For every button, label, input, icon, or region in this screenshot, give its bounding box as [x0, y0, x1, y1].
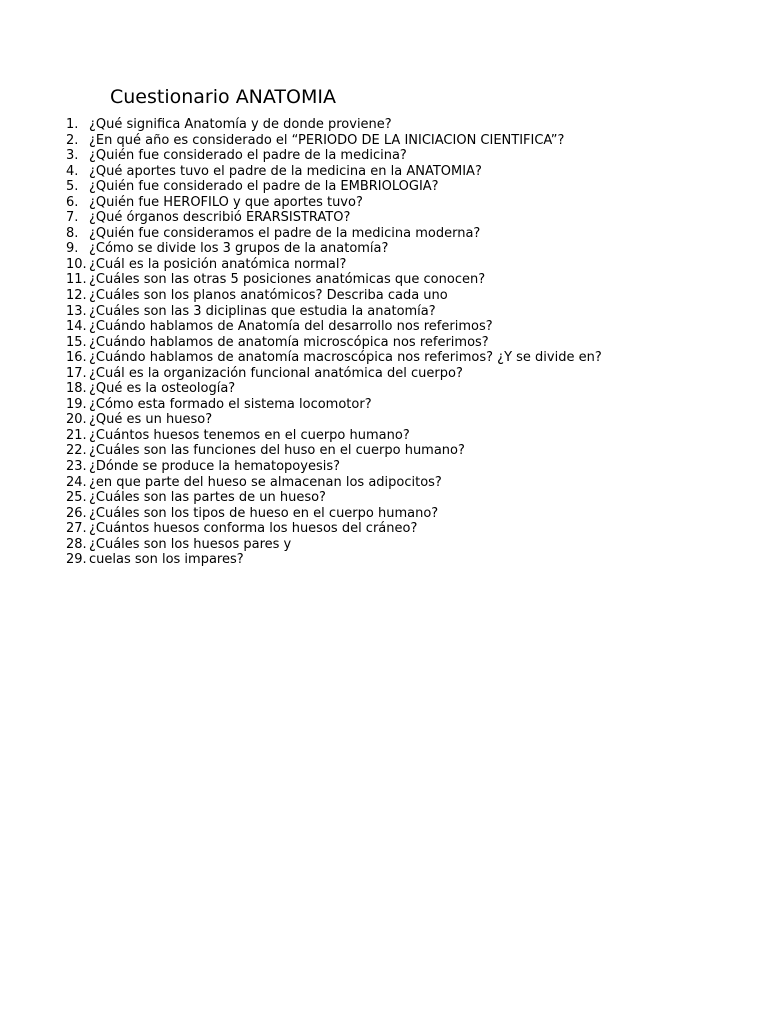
question-number: 28.: [66, 536, 87, 552]
question-number: 6.: [66, 194, 79, 210]
question-item: [66, 257, 602, 273]
question-item: [66, 226, 602, 242]
question-number: 25.: [66, 490, 87, 506]
question-item: [66, 412, 602, 428]
question-text: ¿Qué es un hueso?: [89, 412, 213, 428]
question-number: 10.: [66, 256, 87, 272]
question-text: ¿Qué órganos describió ERARSISTRATO?: [89, 210, 351, 226]
question-text: ¿Qué aportes tuvo el padre de la medicina en la ANATOMIA?: [89, 163, 482, 179]
question-text: ¿Cuáles son las 3 diciplinas que estudia la anatomía?: [89, 303, 436, 319]
question-number: 12.: [66, 288, 87, 304]
question-item: [66, 304, 602, 320]
question-text: ¿Cómo se divide los 3 grupos de la anatomía?: [89, 241, 389, 257]
question-item: [66, 552, 602, 568]
question-text: ¿Cuáles son los planos anatómicos? Describa cada uno: [89, 288, 448, 304]
question-item: [66, 459, 602, 475]
question-text: ¿Quién fue considerado el padre de la medicina?: [89, 148, 407, 164]
question-text: ¿Cuándo hablamos de anatomía microscópica nos referimos?: [89, 334, 489, 350]
question-text: ¿Dónde se produce la hematopoyesis?: [89, 459, 341, 475]
question-number: 14.: [66, 319, 87, 335]
question-item: [66, 335, 602, 351]
question-number: 19.: [66, 396, 87, 412]
question-number: 7.: [66, 210, 79, 226]
question-text: ¿Cuántos huesos conforma los huesos del cráneo?: [89, 521, 418, 537]
question-item: [66, 428, 602, 444]
question-item: [66, 210, 602, 226]
question-number: 5.: [66, 179, 79, 195]
question-number: 16.: [66, 350, 87, 366]
question-item: [66, 366, 602, 382]
question-number: 22.: [66, 443, 87, 459]
question-text: ¿en que parte del hueso se almacenan los adipocitos?: [89, 474, 442, 490]
question-text: ¿Cuáles son los tipos de hueso en el cuerpo humano?: [89, 505, 439, 521]
question-text: ¿En qué año es considerado el “PERIODO DE LA INICIACION CIENTIFICA”?: [89, 132, 565, 148]
question-item: [66, 319, 602, 335]
question-text: ¿Cuándo hablamos de anatomía macroscópica nos referimos? ¿Y se divide en?: [89, 350, 602, 366]
question-item: [66, 490, 602, 506]
question-item: [66, 164, 602, 180]
question-number: 20.: [66, 412, 87, 428]
question-item: [66, 537, 602, 553]
question-number: 11.: [66, 272, 87, 288]
question-number: 2.: [66, 132, 79, 148]
question-number: 26.: [66, 505, 87, 521]
question-number: 8.: [66, 225, 79, 241]
question-number: 13.: [66, 303, 87, 319]
question-item: [66, 241, 602, 257]
question-item: [66, 195, 602, 211]
question-text: ¿Cuáles son las funciones del huso en el cuerpo humano?: [89, 443, 465, 459]
question-number: 23.: [66, 459, 87, 475]
question-text: ¿Qué es la osteología?: [89, 381, 236, 397]
question-text: ¿Cuándo hablamos de Anatomía del desarrollo nos referimos?: [89, 319, 493, 335]
question-text: ¿Quién fue HEROFILO y que aportes tuvo?: [89, 194, 363, 210]
question-number: 29.: [66, 552, 87, 568]
question-item: [66, 506, 602, 522]
question-text: ¿Cuáles son las partes de un hueso?: [89, 490, 326, 506]
question-item: [66, 133, 602, 149]
question-text: ¿Quién fue consideramos el padre de la medicina moderna?: [89, 225, 481, 241]
question-number: 17.: [66, 365, 87, 381]
question-number: 27.: [66, 521, 87, 537]
question-number: 1.: [66, 117, 79, 132]
question-text: ¿Qué significa Anatomía y de donde proviene?: [89, 117, 392, 132]
question-text: cuelas son los impares?: [89, 552, 244, 568]
question-text: ¿Quién fue considerado el padre de la EMBRIOLOGIA?: [89, 179, 439, 195]
question-item: [66, 521, 602, 537]
document-title: Cuestionario ANATOMIA: [110, 86, 336, 108]
question-item: [66, 381, 602, 397]
question-text: ¿Cuáles son los huesos pares y: [89, 536, 292, 552]
question-item: [66, 443, 602, 459]
question-item: [66, 148, 602, 164]
question-text: ¿Cuál es la posición anatómica normal?: [89, 256, 347, 272]
question-item: [66, 179, 602, 195]
question-number: 21.: [66, 427, 87, 443]
question-item: [66, 117, 602, 133]
question-number: 9.: [66, 241, 79, 257]
question-text: ¿Cuántos huesos tenemos en el cuerpo humano?: [89, 427, 410, 443]
question-number: 24.: [66, 474, 87, 490]
question-item: [66, 272, 602, 288]
question-item: [66, 397, 602, 413]
question-number: 18.: [66, 381, 87, 397]
question-text: ¿Cuál es la organización funcional anatómica del cuerpo?: [89, 365, 463, 381]
question-list: [66, 117, 602, 568]
question-number: 3.: [66, 148, 79, 164]
question-text: ¿Cómo esta formado el sistema locomotor?: [89, 396, 372, 412]
question-number: 15.: [66, 334, 87, 350]
question-number: 4.: [66, 163, 79, 179]
question-text: ¿Cuáles son las otras 5 posiciones anatómicas que conocen?: [89, 272, 486, 288]
question-item: [66, 288, 602, 304]
question-item: [66, 350, 602, 366]
question-item: [66, 475, 602, 491]
